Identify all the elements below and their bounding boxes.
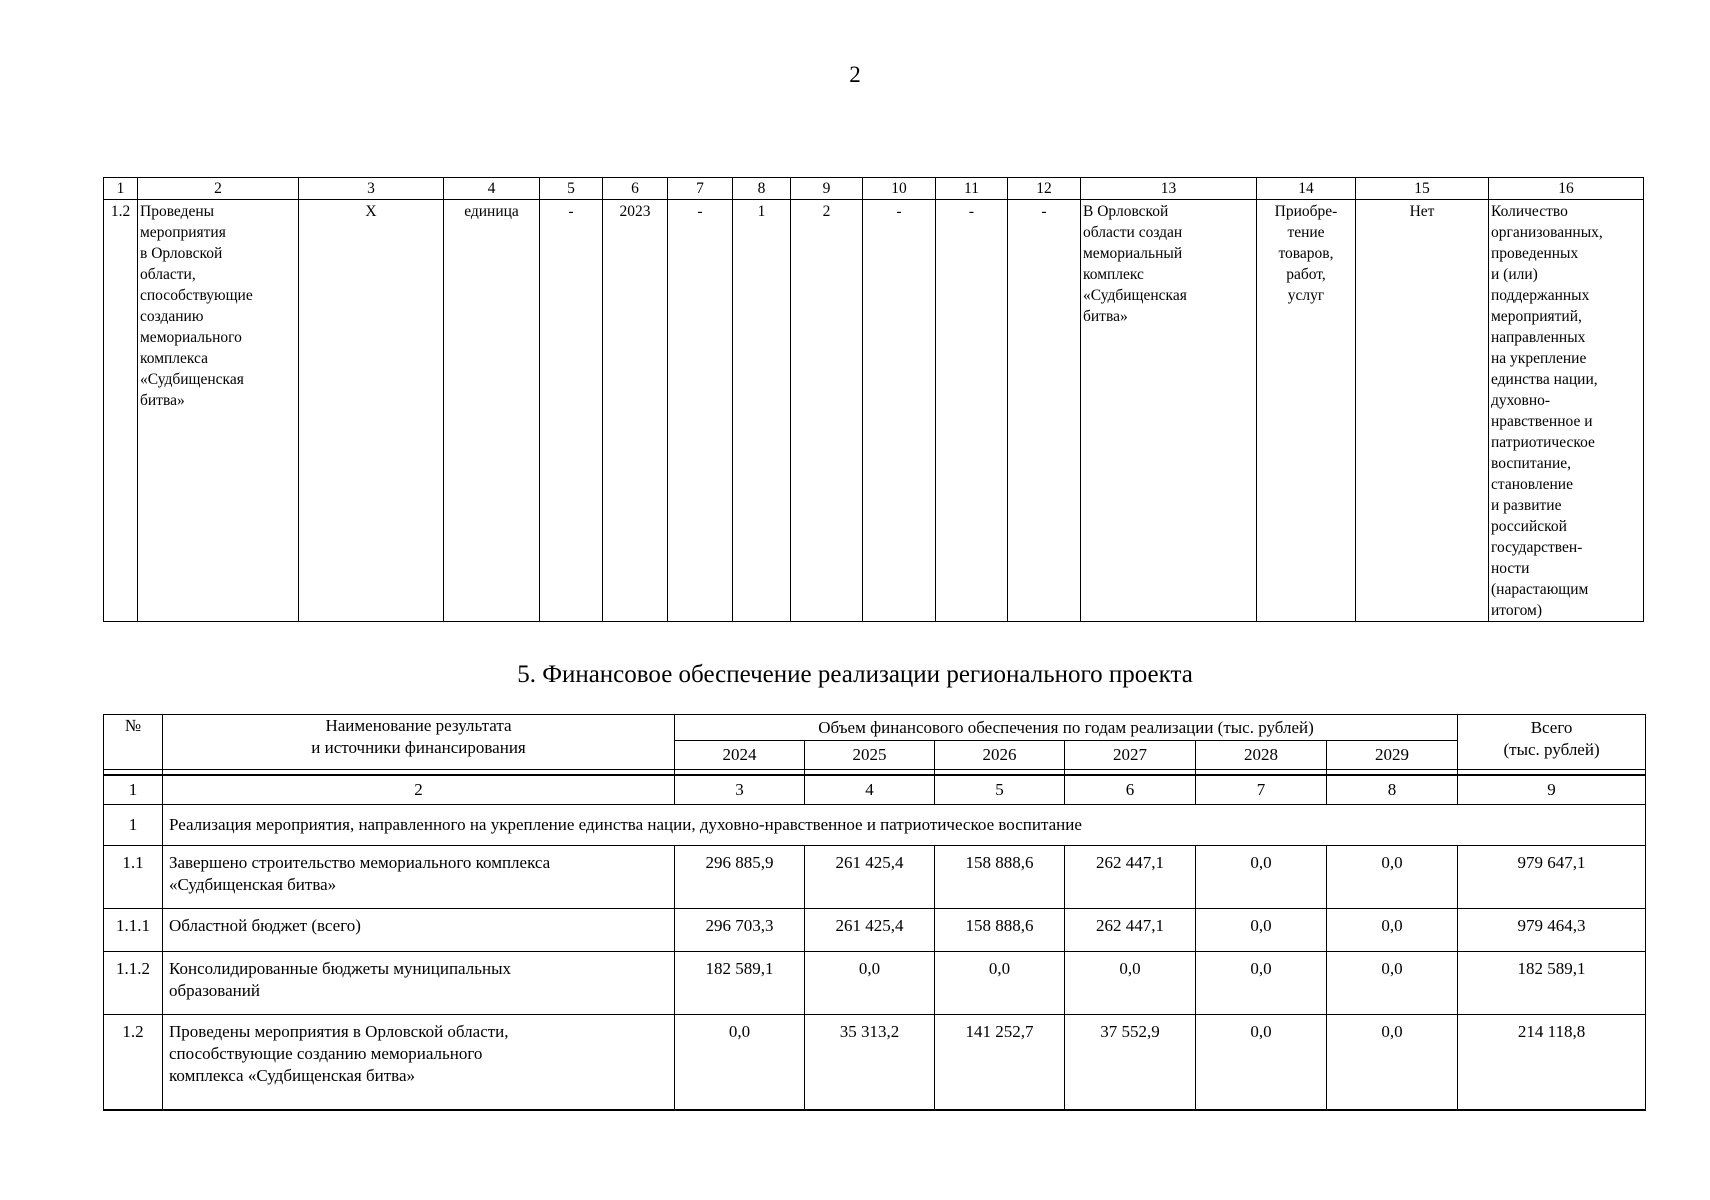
value-cell: 141 252,7 xyxy=(935,1015,1065,1111)
year-header: 2025 xyxy=(805,741,935,770)
value-cell: 296 885,9 xyxy=(675,846,805,909)
table-row xyxy=(104,1015,1646,1111)
column-number: 12 xyxy=(1008,178,1081,200)
year-header: 2027 xyxy=(1065,741,1196,770)
value-cell: 158 888,6 xyxy=(935,846,1065,909)
total-cell: 979 647,1 xyxy=(1458,846,1646,909)
value-cell: 262 447,1 xyxy=(1065,846,1196,909)
value-cell: 0,0 xyxy=(1196,1015,1327,1111)
column-number: 1 xyxy=(104,775,163,805)
cell-c10: - xyxy=(863,200,936,622)
column-number: 14 xyxy=(1257,178,1356,200)
column-number: 7 xyxy=(1196,775,1327,805)
column-number: 5 xyxy=(540,178,603,200)
column-number: 7 xyxy=(668,178,733,200)
table-row xyxy=(104,846,1646,909)
section-row-text: Реализация мероприятия, направленного на укрепление единства нации, духовно-нравственное и патриотическое воспитание xyxy=(163,805,1646,846)
section-row xyxy=(104,805,1646,846)
year-header: 2024 xyxy=(675,741,805,770)
goals-table-continuation xyxy=(103,177,1644,622)
column-number: 10 xyxy=(863,178,936,200)
volume-header: Объем финансового обеспечения по годам реализации (тыс. рублей) xyxy=(675,715,1458,741)
row-number: 1.1 xyxy=(104,846,163,909)
table-row xyxy=(104,952,1646,1015)
type-cell: Приобре- тение товаров, работ, услуг xyxy=(1257,200,1356,622)
column-number: 6 xyxy=(1065,775,1196,805)
cell-c5: - xyxy=(540,200,603,622)
result-name: Проведены мероприятия в Орловской области, способствующие созданию мемориального комплекса «Судбищенская битва» xyxy=(138,200,299,622)
value-cell: 261 425,4 xyxy=(805,909,935,952)
column-number: 2 xyxy=(163,775,675,805)
year-header: 2028 xyxy=(1196,741,1327,770)
column-number: 6 xyxy=(603,178,668,200)
total-cell: 182 589,1 xyxy=(1458,952,1646,1015)
total-header: Всего (тыс. рублей) xyxy=(1458,715,1646,770)
cell-c8: 1 xyxy=(733,200,791,622)
value-cell: 35 313,2 xyxy=(805,1015,935,1111)
column-number: 13 xyxy=(1081,178,1257,200)
row-name: Завершено строительство мемориального комплекса «Судбищенская битва» xyxy=(163,846,675,909)
value-cell: 0,0 xyxy=(935,952,1065,1015)
year-header: 2026 xyxy=(935,741,1065,770)
value-cell: 0,0 xyxy=(1327,909,1458,952)
value-cell: 0,0 xyxy=(1196,909,1327,952)
year-header: 2029 xyxy=(1327,741,1458,770)
total-cell: 214 118,8 xyxy=(1458,1015,1646,1111)
cell-c9: 2 xyxy=(791,200,863,622)
value-cell: 296 703,3 xyxy=(675,909,805,952)
page-number: 2 xyxy=(849,62,861,87)
name-header: Наименование результата и источники финансирования xyxy=(163,715,675,770)
column-number: 3 xyxy=(299,178,444,200)
value-cell: 0,0 xyxy=(1196,846,1327,909)
row-number: 1.2 xyxy=(104,1015,163,1111)
column-number-row xyxy=(104,178,1644,200)
column-number: 8 xyxy=(733,178,791,200)
table-row xyxy=(104,909,1646,952)
cell-c12: - xyxy=(1008,200,1081,622)
value-cell: 262 447,1 xyxy=(1065,909,1196,952)
value-cell: 182 589,1 xyxy=(675,952,805,1015)
financing-table xyxy=(103,714,1646,1111)
value-cell: 0,0 xyxy=(805,952,935,1015)
cell-c15: Нет xyxy=(1356,200,1489,622)
value-cell: 0,0 xyxy=(1196,952,1327,1015)
row-number: 1.1.1 xyxy=(104,909,163,952)
cell-c11: - xyxy=(936,200,1008,622)
column-number: 1 xyxy=(104,178,138,200)
base-year-cell: 2023 xyxy=(603,200,668,622)
value-cell: 158 888,6 xyxy=(935,909,1065,952)
total-cell: 979 464,3 xyxy=(1458,909,1646,952)
value-cell: 0,0 xyxy=(1327,1015,1458,1111)
value-cell: 0,0 xyxy=(1327,846,1458,909)
column-number: 16 xyxy=(1489,178,1644,200)
characteristic-cell: В Орловской области создан мемориальный комплекс «Судбищенская битва» xyxy=(1081,200,1257,622)
row-number: 1 xyxy=(104,805,163,846)
value-cell: 37 552,9 xyxy=(1065,1015,1196,1111)
number-header: № xyxy=(104,715,163,770)
value-cell: 0,0 xyxy=(1327,952,1458,1015)
row-number: 1.2 xyxy=(104,200,138,622)
header-row xyxy=(104,715,1646,741)
column-number: 15 xyxy=(1356,178,1489,200)
section-title: 5. Финансовое обеспечение реализации регионального проекта xyxy=(517,661,1193,688)
column-number: 9 xyxy=(1458,775,1646,805)
cell-c7: - xyxy=(668,200,733,622)
column-number: 2 xyxy=(138,178,299,200)
row-name: Областной бюджет (всего) xyxy=(163,909,675,952)
indicator-cell: Количество организованных, проведенных и (или) поддержанных мероприятий, направленных на укрепление единства нации, духовно- нравственное и патриотическое воспитание, становление и развитие российской государствен- ности (нарастающим итогом) xyxy=(1489,200,1644,622)
value-cell: 0,0 xyxy=(1065,952,1196,1015)
column-number: 3 xyxy=(675,775,805,805)
row-name: Консолидированные бюджеты муниципальных образований xyxy=(163,952,675,1015)
value-cell: 0,0 xyxy=(675,1015,805,1111)
value-cell: 261 425,4 xyxy=(805,846,935,909)
row-name: Проведены мероприятия в Орловской области, способствующие созданию мемориального комплекса «Судбищенская битва» xyxy=(163,1015,675,1111)
column-number: 8 xyxy=(1327,775,1458,805)
column-number: 4 xyxy=(805,775,935,805)
table-row xyxy=(104,200,1644,622)
row-number: 1.1.2 xyxy=(104,952,163,1015)
unit-cell: единица xyxy=(444,200,540,622)
cell-c3: X xyxy=(299,200,444,622)
column-number: 9 xyxy=(791,178,863,200)
column-number: 11 xyxy=(936,178,1008,200)
column-number: 4 xyxy=(444,178,540,200)
column-number: 5 xyxy=(935,775,1065,805)
column-number-row xyxy=(104,775,1646,805)
